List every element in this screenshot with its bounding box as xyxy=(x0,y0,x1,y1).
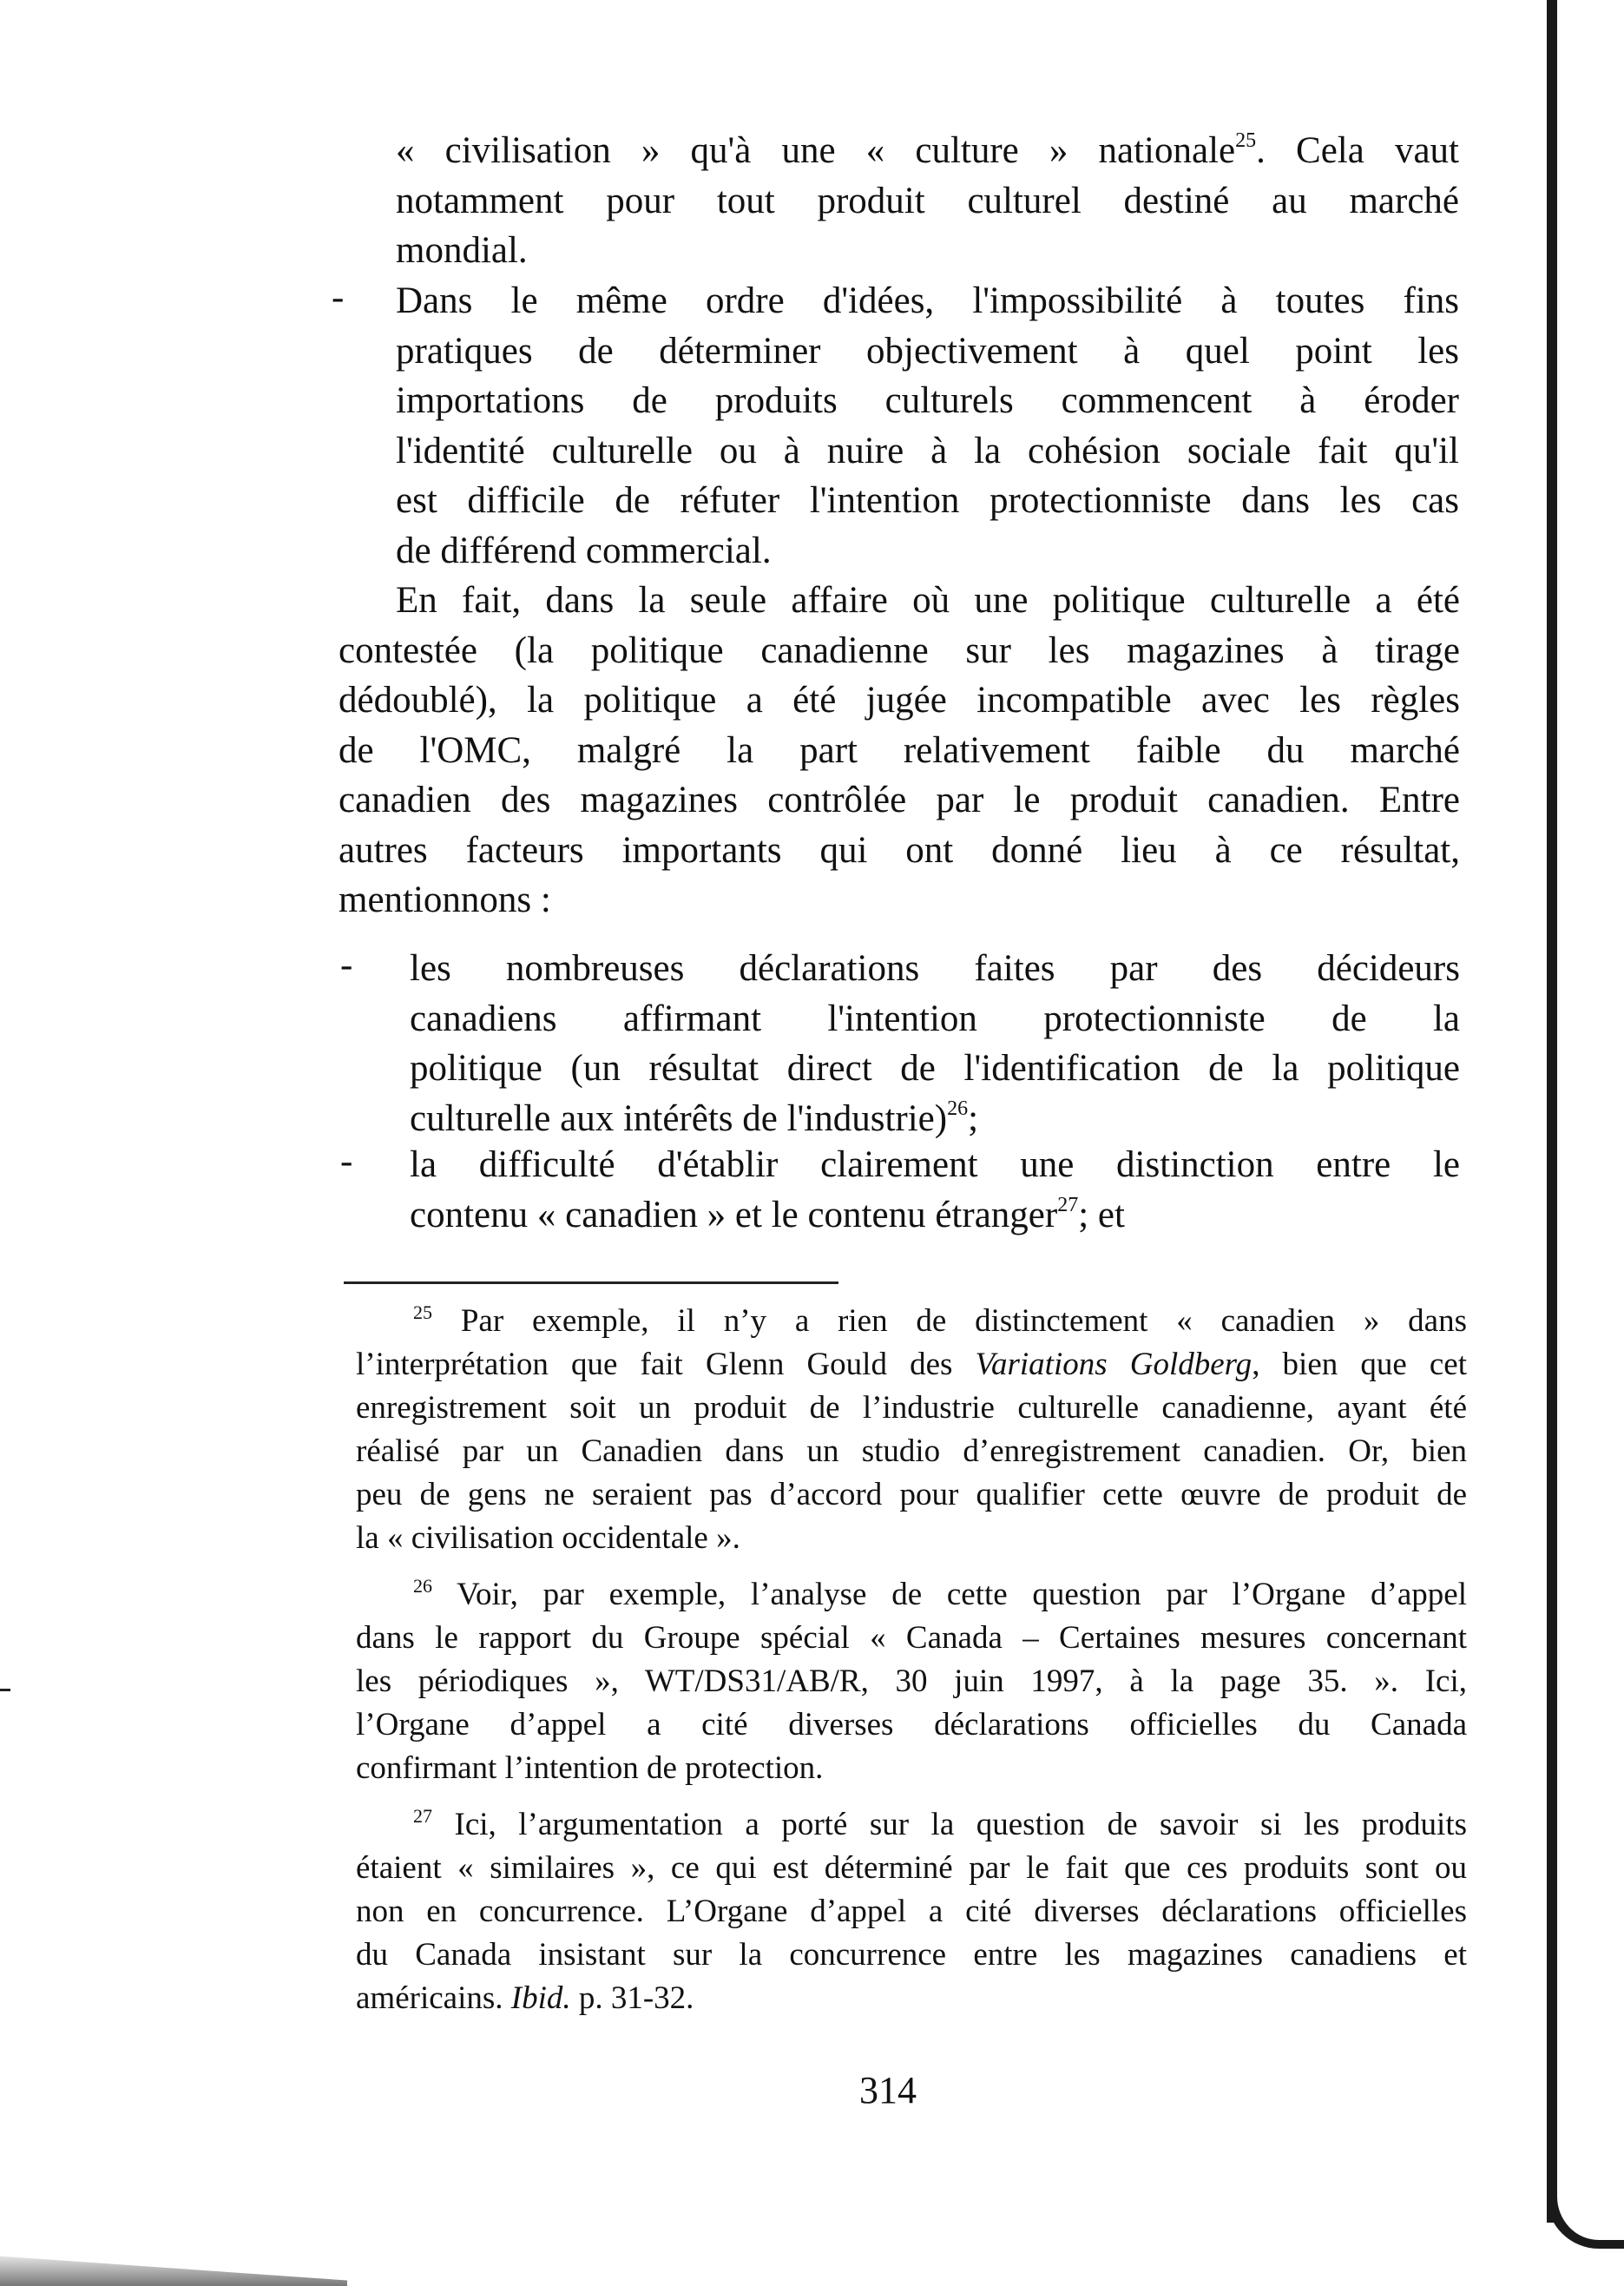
text-line: confirmant l’intention de protection. xyxy=(356,1750,824,1786)
text-line: de l'OMC, malgré la part relativement faible du marché xyxy=(339,729,1460,771)
book-spine-edge xyxy=(1547,0,1557,2223)
text-line: En fait, dans la seule affaire où une politique culturelle a été xyxy=(396,580,1460,621)
text-line: enregistrement soit un produit de l’industrie culturelle canadienne, ayant été xyxy=(356,1390,1467,1426)
text-line: « civilisation » qu'à une « culture » nationale$^{25}$. Cela vaut xyxy=(396,129,1459,171)
text-line: réalisé par un Canadien dans un studio d’enregistrement canadien. Or, bien xyxy=(356,1433,1467,1469)
text-line: importations de produits culturels commencent à éroder xyxy=(396,380,1459,421)
text-line: $^{27}$ Ici, l’argumentation a porté sur la question de savoir si les produits xyxy=(413,1805,1467,1842)
footnote-ref-26[interactable]: 26 xyxy=(947,1097,969,1120)
footnote-27 xyxy=(356,1803,1467,2020)
text-line: l’Organe d’appel a cité diverses déclarations officielles du Canada xyxy=(356,1707,1467,1742)
page-number: 314 xyxy=(859,2069,917,2111)
text-line: notamment pour tout produit culturel destiné au marché xyxy=(396,180,1459,221)
text-line: Dans le même ordre d'idées, l'impossibilité à toutes fins xyxy=(396,280,1459,321)
footnote-number: 26 xyxy=(413,1575,432,1597)
footnote-26 xyxy=(356,1573,1467,1790)
bullet-item xyxy=(396,276,1459,576)
text-line: les périodiques », WT/DS31/AB/R, 30 juin 1997, à la page 35. ». Ici, xyxy=(356,1663,1467,1699)
text-line: dans le rapport du Groupe spécial « Canada – Certaines mesures concernant xyxy=(356,1620,1467,1656)
text-line: $^{26}$ Voir, par exemple, l’analyse de cette question par l’Organe d’appel xyxy=(413,1575,1467,1612)
text-line: étaient « similaires », ce qui est déterminé par le fait que ces produits sont ou xyxy=(356,1850,1467,1886)
text-line: la « civilisation occidentale ». xyxy=(356,1520,740,1556)
footnote-number: 27 xyxy=(413,1805,432,1827)
text-line: politique (un résultat direct de l'identification de la politique xyxy=(410,1048,1460,1089)
text-line: est difficile de réfuter l'intention protectionniste dans les cas xyxy=(396,480,1459,521)
book-spine-curve xyxy=(1547,2144,1624,2249)
text-line: dédoublé), la politique a été jugée incompatible avec les règles xyxy=(339,680,1460,721)
text-line: autres facteurs importants qui ont donné lieu à ce résultat, xyxy=(339,829,1460,871)
text-line: non en concurrence. L’Organe d’appel a cité diverses déclarations officielles xyxy=(356,1894,1467,1929)
text-line: l'identité culturelle ou à nuire à la cohésion sociale fait qu'il xyxy=(396,430,1459,471)
text-line: mentionnons : xyxy=(339,879,551,920)
footnote-ref-25[interactable]: 25 xyxy=(1235,129,1257,152)
paragraph-continuation xyxy=(396,126,1459,276)
scan-shadow xyxy=(0,2249,347,2286)
text-line: la difficulté d'établir clairement une distinction entre le xyxy=(410,1144,1460,1185)
text-line: culturelle aux intérêts de l'industrie)$^{26}$; xyxy=(410,1097,979,1139)
text-line: mondial. xyxy=(396,230,528,271)
text-line: pratiques de déterminer objectivement à quel point les xyxy=(396,330,1459,372)
footnote-separator xyxy=(344,1281,838,1284)
text-line: peu de gens ne seraient pas d’accord pour qualifier cette œuvre de produit de xyxy=(356,1477,1467,1512)
text-line: contestée (la politique canadienne sur les magazines à tirage xyxy=(339,629,1460,671)
bullet-dash: - xyxy=(340,1141,353,1182)
bullet-dash: - xyxy=(332,277,345,318)
text-line: canadiens affirmant l'intention protectionniste de la xyxy=(410,998,1460,1039)
text-line: l’interprétation que fait Glenn Gould des Variations Goldberg, bien que cet xyxy=(356,1347,1467,1382)
text-line: du Canada insistant sur la concurrence entre les magazines canadiens et xyxy=(356,1937,1467,1973)
bullet-dash: - xyxy=(340,945,353,985)
text-line: canadien des magazines contrôlée par le produit canadien. Entre xyxy=(339,780,1460,820)
text-line: contenu « canadien » et le contenu étranger$^{27}$; et xyxy=(410,1193,1125,1235)
footnote-ref-27[interactable]: 27 xyxy=(1057,1193,1079,1216)
bullet-item xyxy=(410,944,1460,1143)
text-line: les nombreuses déclarations faites par des décideurs xyxy=(410,948,1460,989)
scan-mark xyxy=(0,1689,10,1691)
footnote-number: 25 xyxy=(413,1301,432,1323)
text-line: américains. Ibid. p. 31-32. xyxy=(356,1980,694,2016)
text-line: de différend commercial. xyxy=(396,530,772,571)
footnote-25 xyxy=(356,1300,1467,1560)
bullet-item xyxy=(410,1140,1460,1240)
paragraph xyxy=(339,576,1460,926)
text-line: $^{25}$ Par exemple, il n’y a rien de distinctement « canadien » dans xyxy=(413,1301,1467,1339)
